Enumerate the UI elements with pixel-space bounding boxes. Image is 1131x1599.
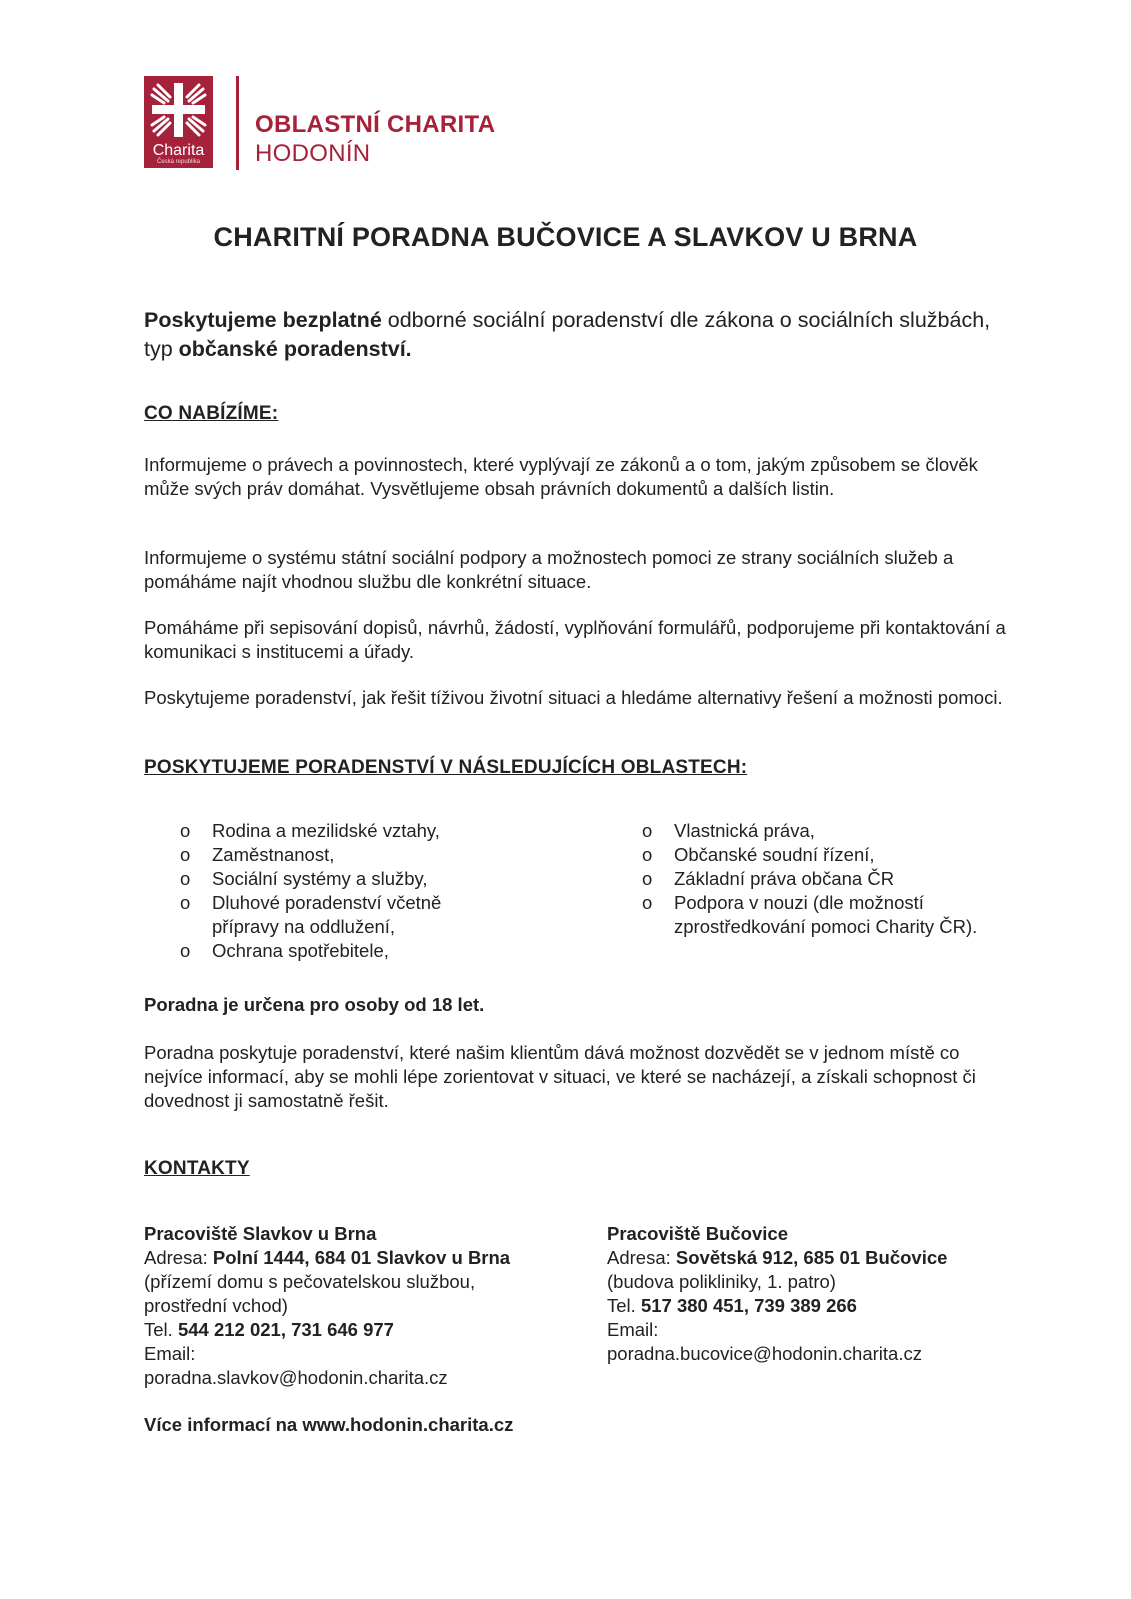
contact-title: Pracoviště Slavkov u Brna [144, 1223, 377, 1244]
areas-list-left [180, 819, 500, 963]
phone-label: Tel. [607, 1295, 641, 1316]
list-item: o Sociální systémy a služby, [180, 867, 500, 891]
email-label: Email: [144, 1343, 196, 1364]
offer-paragraph: Informujeme o právech a povinnostech, které vyplývají ze zákonů a o tom, jakým způsobem se člověk může svých práv domáhat. Vysvětlujeme obsah právních dokumentů a dalších listin. [144, 454, 978, 499]
logo-subtitle: Česká republika [156, 159, 201, 165]
lead-bold-2: občanské poradenství. [178, 337, 412, 361]
logo-divider [236, 76, 239, 170]
charita-cross-icon [148, 79, 209, 141]
areas-heading: POSKYTUJEME PORADENSTVÍ V NÁSLEDUJÍCÍCH OBLASTECH: [144, 757, 748, 778]
about-paragraph: Poradna poskytuje poradenství, které našim klientům dává možnost dozvědět se v jednom místě co nejvíce informací, aby se mohli lépe zorientovat v situaci, ve které se nacházejí, a získali schopnost či dovednost ji samostatně řešit. [144, 1042, 976, 1111]
offer-heading: CO NABÍZÍME: [144, 403, 279, 424]
email-label: Email: [607, 1319, 659, 1340]
logo-word: Charita [152, 142, 205, 159]
org-name-line1: OBLASTNÍ CHARITA [255, 111, 496, 138]
list-item: o Dluhové poradenství včetně přípravy na oddlužení, [180, 891, 500, 939]
target-group: Poradna je určena pro osoby od 18 let. [144, 994, 485, 1015]
phone: 544 212 021, 731 646 977 [177, 1319, 394, 1340]
contact-title: Pracoviště Bučovice [607, 1223, 788, 1244]
lead-bold-1: Poskytujeme bezplatné [144, 308, 382, 332]
offer-paragraph: Poskytujeme poradenství, jak řešit tíživou životní situaci a hledáme alternativy řešení a možnosti pomoci. [144, 687, 1003, 708]
list-item: o Zaměstnanost, [180, 843, 500, 867]
more-info-link[interactable]: Více informací na www.hodonin.charita.cz [144, 1414, 514, 1435]
lead-text: odborné sociální poradenství dle zákona o sociálních službách, typ [144, 308, 991, 361]
lead-paragraph [144, 306, 1024, 364]
list-item: o Vlastnická práva, [642, 819, 982, 843]
list-item: o Občanské soudní řízení, [642, 843, 982, 867]
phone: 517 380 451, 739 389 266 [640, 1295, 857, 1316]
phone-label: Tel. [144, 1319, 178, 1340]
list-item: o Ochrana spotřebitele, [180, 939, 500, 963]
organization-name [255, 110, 495, 168]
address-label: Adresa: [144, 1247, 213, 1268]
contact-bucovice [607, 1222, 1007, 1366]
offer-paragraph: Informujeme o systému státní sociální podpory a možnostech pomoci ze strany sociálních služeb a pomáháme najít vhodnou službu dle konkrétní situace. [144, 547, 954, 592]
address-note: (budova polikliniky, 1. patro) [607, 1271, 836, 1292]
address-label: Adresa: [607, 1247, 676, 1268]
areas-list-right [642, 819, 982, 939]
list-item: o Rodina a mezilidské vztahy, [180, 819, 500, 843]
list-item: o Podpora v nouzi (dle možností zprostředkování pomoci Charity ČR). [642, 891, 982, 939]
email-link[interactable]: poradna.slavkov@hodonin.charita.cz [144, 1367, 448, 1388]
contact-slavkov [144, 1222, 524, 1390]
org-name-line2: HODONÍN [255, 140, 371, 167]
charita-logo [144, 76, 213, 168]
list-item: o Základní práva občana ČR [642, 867, 982, 891]
address: Sovětská 912, 685 01 Bučovice [675, 1247, 948, 1268]
email-link[interactable]: poradna.bucovice@hodonin.charita.cz [607, 1343, 922, 1364]
contacts-heading: KONTAKTY [144, 1158, 250, 1179]
page-title: CHARITNÍ PORADNA BUČOVICE A SLAVKOV U BRNA [213, 222, 918, 252]
address-note: (přízemí domu s pečovatelskou službou, prostřední vchod) [144, 1271, 476, 1316]
address: Polní 1444, 684 01 Slavkov u Brna [212, 1247, 511, 1268]
offer-paragraph: Pomáháme při sepisování dopisů, návrhů, žádostí, vyplňování formulářů, podporujeme při kontaktování a komunikaci s institucemi a úřady. [144, 617, 1006, 662]
